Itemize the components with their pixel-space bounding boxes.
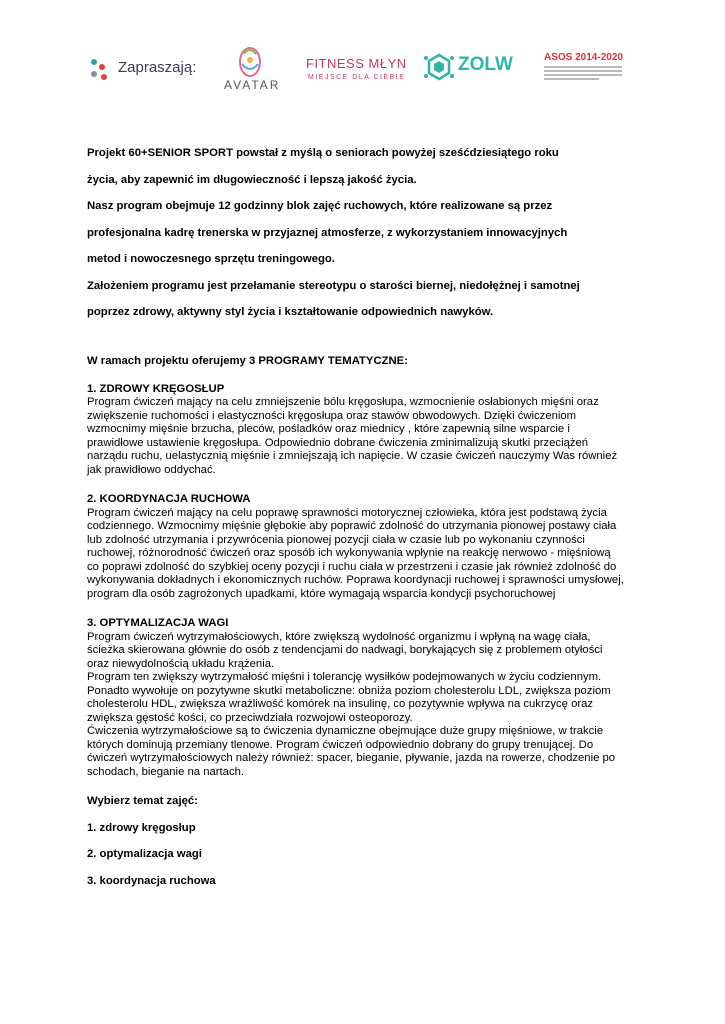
section-line: wykonywania dokładnych i ekonomicznych ruchów. Poprawa koordynacji ruchowej i sprawności umysłowej,: [87, 574, 624, 586]
section-line: ścieżka skierowana głównie do osób z tendencjami do nadwagi, borykających się z problemem otyłości: [87, 644, 603, 656]
topic-choices: [87, 795, 647, 888]
intro-line: poprzez zdrowy, aktywny styl życia i kształtowanie odpowiednich nawyków.: [87, 306, 494, 318]
section-line: codziennego. Wzmocnimy mięśnie głębokie aby poprawić zdolność do utrzymania pionowej postawy ciała: [87, 520, 617, 532]
partner-logos: [88, 44, 628, 94]
section-line: Program ćwiczeń mający na celu zmniejszenie bólu kręgosłupa, wzmocnienie osłabionych mięśni oraz: [87, 396, 599, 408]
zapraszaja-logo: [88, 54, 198, 82]
section-line: lub zdolność utrzymania i przywrócenia pionowej pozycji ciała w czasie lub po wykonaniu czynności: [87, 533, 585, 546]
section-line: Ponadto wywołuje on pozytywne skutki metaboliczne: obniża poziom cholesterolu LDL, zwiększa poziom: [87, 684, 611, 697]
section-line: prawidłowe ustawienie kręgosłupa. Odpowiednio dobrane ćwiczenia zminimalizują skutki przeciążeń: [87, 436, 589, 449]
fitness-mlyn-tagline: MIEJSCE DLA CIEBIE: [308, 74, 406, 81]
choice-option: 1. zdrowy kręgosłup: [87, 821, 196, 834]
fitness-mlyn-logo: [302, 44, 407, 94]
intro-line: metod i nowoczesnego sprzętu treningowego.: [87, 253, 335, 265]
program-section-weight: [87, 617, 647, 779]
intro-line: Projekt 60+SENIOR SPORT powstał z myślą o seniorach powyżej sześćdziesiątego roku: [87, 147, 559, 159]
intro-line: profesjonalna kadrę trenerska w przyjaznej atmosferze, z wykorzystaniem innowacyjnych: [87, 226, 568, 239]
zolw-wordmark: ZOLW: [458, 54, 513, 75]
choice-option: 2. optymalizacja wagi: [87, 848, 202, 860]
intro-paragraph: [87, 140, 647, 326]
section-line: Program ten zwiększy wytrzymałość mięśni i tolerancję wysiłków podejmowanych w życiu codziennym.: [87, 671, 602, 683]
zapraszaja-label: Zapraszają:: [118, 59, 197, 76]
avatar-wordmark: AVATAR: [224, 78, 281, 92]
asos-wordmark: ASOS 2014-2020: [544, 52, 623, 63]
fitness-mlyn-title: FITNESS MŁYN: [306, 56, 407, 71]
section-line: Program ćwiczeń mający na celu poprawę sprawności motorycznej człowieka, która jest podstawą życia: [87, 506, 607, 519]
choice-option: 3. koordynacja ruchowa: [87, 874, 216, 887]
section-line: ćwiczeń wytrzymałościowych należy również: spacer, bieganie, pływanie, jazda na rowerze, chodzenie po: [87, 752, 616, 764]
turtle-icon: [424, 52, 454, 82]
zolw-logo: [424, 44, 524, 94]
section-line: cholesterolu HDL, zwiększa wrażliwość komórek na insulinę, co pozytywnie wpływa na cukrzycę oraz: [87, 698, 594, 710]
section-line: ruchowej, różnorodność ćwiczeń oraz sposób ich wykonywania wpłynie na reakcję nerwowo - mięśniową: [87, 547, 611, 559]
section-line: co poprawi zdolność do szybkiej oceny pozycji i ruchu ciała w przestrzeni i czasie jak również zdolność do: [87, 560, 617, 573]
programs-lead: W ramach projektu oferujemy 3 PROGRAMY TEMATYCZNE:: [87, 354, 408, 367]
document-body: [87, 140, 647, 901]
section-line: oraz niewydolnością układu krążenia.: [87, 657, 275, 670]
avatar-logo: [218, 44, 282, 94]
section-line: Ćwiczenia wytrzymałościowe są to ćwiczenia dynamiczne obejmujące duże grupy mięśniowe, w trakcie: [87, 725, 604, 737]
section-line: których dominują przemiany tlenowe. Program ćwiczeń odpowiednio dobrany do grupy trenującej. Do: [87, 738, 594, 751]
section-line: narządu ruchu, uelastycznią mięśnie i zmniejszają ich napięcie. W czasie ćwiczeń nauczymy Was również: [87, 450, 618, 462]
asos-fine-print: [544, 66, 622, 82]
program-section-spine: [87, 383, 647, 478]
section-line: zwiększa gęstość kości, co przeciwdziała rozwojowi osteoporozy.: [87, 711, 413, 724]
choices-prompt: Wybierz temat zajęć:: [87, 795, 198, 807]
section-line: program dla osób zagrożonych upadkami, które wymagają wsparcia kondycji psychoruchowej: [87, 587, 556, 600]
intro-line: Założeniem programu jest przełamanie stereotypu o starości biernej, niedołężnej i samotnej: [87, 279, 580, 292]
section-line: schodach, bieganie na nartach.: [87, 765, 245, 778]
asos-logo: [542, 44, 632, 94]
program-section-coordination: [87, 493, 647, 601]
section-title: 3. OPTYMALIZACJA WAGI: [87, 617, 229, 629]
section-line: jak prawidłowo oddychać.: [87, 463, 216, 476]
intro-line: Nasz program obejmuje 12 godzinny blok zajęć ruchowych, które realizowane są przez: [87, 200, 553, 212]
section-title: 2. KOORDYNACJA RUCHOWA: [87, 493, 251, 505]
avatar-head-icon: [218, 44, 282, 80]
intro-line: życia, aby zapewnić im długowieczność i lepszą jakość życia.: [87, 173, 417, 186]
dots-icon: [90, 57, 114, 81]
section-line: Program ćwiczeń wytrzymałościowych, które zwiększą wydolność organizmu i wpłyną na wagę ciała,: [87, 630, 591, 643]
section-line: zwiększenie ruchomości i elastyczności kręgosłupa oraz stawów obwodowych. Dzięki ćwiczeniom: [87, 409, 577, 422]
section-line: wzmocnimy mięśnie brzucha, pleców, pośladków oraz miednicy , które zapewnią silne wsparcie i: [87, 423, 570, 435]
section-title: 1. ZDROWY KRĘGOSŁUP: [87, 382, 225, 395]
